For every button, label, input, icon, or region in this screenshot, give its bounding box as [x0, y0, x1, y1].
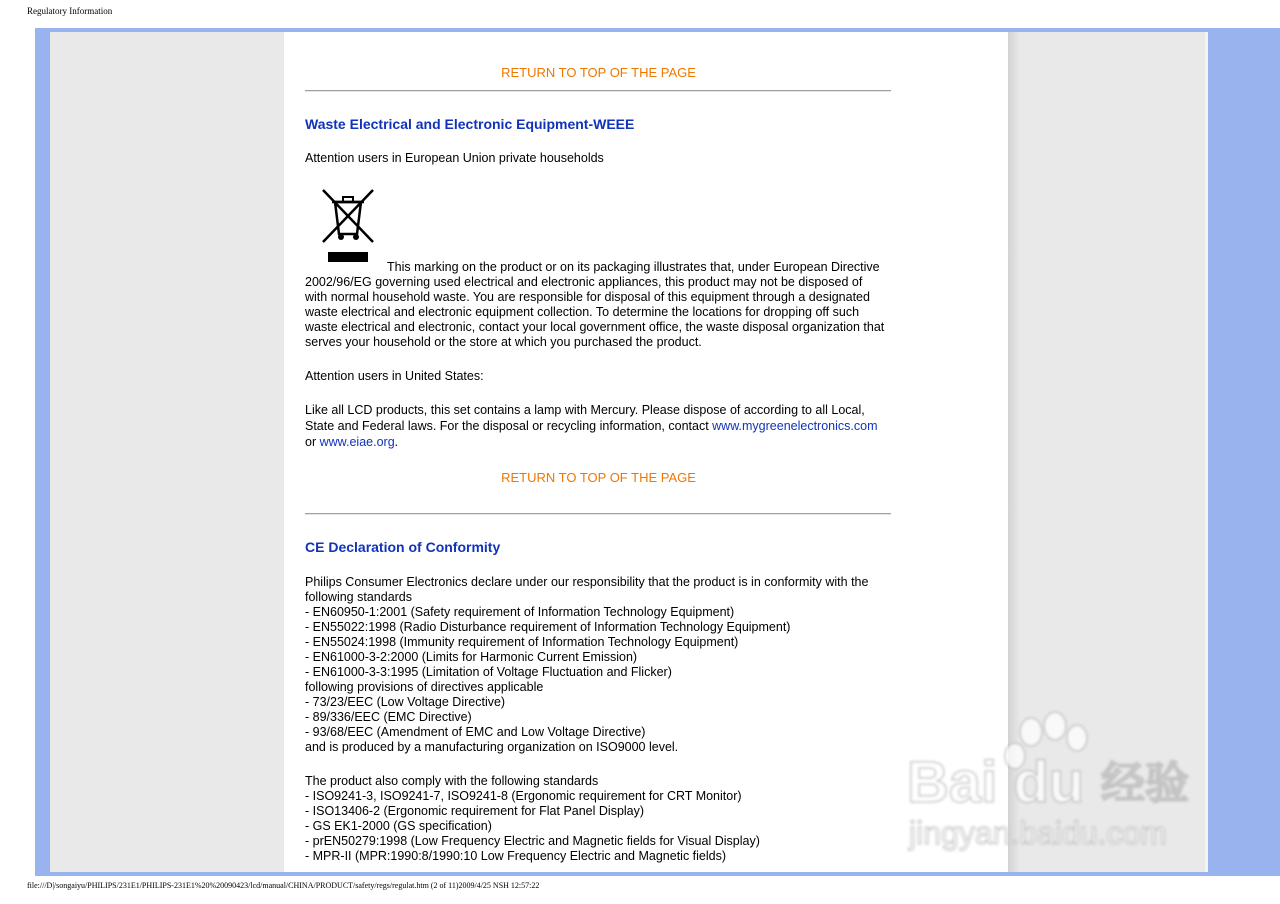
- marking-line: This marking on the product or on its packaging illustrates that, under European Directive: [387, 260, 880, 274]
- eiae-link[interactable]: www.eiae.org: [319, 435, 395, 449]
- standard-item: - EN55024:1998 (Immunity requirement of Information Technology Equipment): [305, 635, 739, 649]
- ce-heading: CE Declaration of Conformity: [305, 539, 501, 555]
- marking-line: waste electrical and electronic equipment collection. To determine the locations for dropping off such: [305, 305, 860, 319]
- also-comply-paragraph: [305, 774, 892, 864]
- baidu-jingyan-watermark: [905, 710, 1205, 860]
- section-divider: [305, 513, 891, 515]
- marking-line: 2002/96/EG governing used electrical and electronic appliances, this product may not be disposed of: [305, 275, 863, 289]
- also-standard-item: - GS EK1-2000 (GS specification): [305, 819, 492, 833]
- standard-item: - EN61000-3-3:1995 (Limitation of Voltage Fluctuation and Flicker): [305, 665, 672, 679]
- period-text: .: [394, 435, 399, 449]
- also-standard-item: - prEN50279:1998 (Low Frequency Electric and Magnetic fields for Visual Display): [305, 834, 760, 848]
- crossed-out-bin-icon: [319, 188, 377, 264]
- watermark-brand: Bai du: [907, 750, 1085, 815]
- directive-item: - 93/68/EEC (Amendment of EMC and Low Voltage Directive): [305, 725, 646, 739]
- return-to-top-link[interactable]: RETURN TO TOP OF THE PAGE: [501, 470, 696, 485]
- also-standard-item: - MPR-II (MPR:1990:8/1990:10 Low Frequency Electric and Magnetic fields): [305, 849, 727, 863]
- standard-item: - EN60950-1:2001 (Safety requirement of Information Technology Equipment): [305, 605, 735, 619]
- or-text: or: [305, 435, 317, 449]
- us-attention-text: Attention users in United States:: [305, 369, 484, 383]
- document-page: [284, 32, 1008, 872]
- us-disposal-text: State and Federal laws. For the disposal or recycling information, contact: [305, 418, 709, 433]
- provisions-label: following provisions of directives applicable: [305, 680, 544, 694]
- us-disposal-line: [305, 419, 892, 435]
- marking-line: with normal household waste. You are responsible for disposal of this equipment through a designated: [305, 290, 870, 304]
- panel-edge: [1205, 32, 1208, 872]
- us-disposal-line: [305, 435, 892, 451]
- ce-intro-line: Philips Consumer Electronics declare under our responsibility that the product is in conformity with the: [305, 575, 869, 589]
- weee-marking-paragraph: [305, 260, 892, 350]
- section-divider: [305, 90, 891, 92]
- us-disposal-paragraph: [305, 403, 892, 451]
- iso-level-line: and is produced by a manufacturing organization on ISO9000 level.: [305, 740, 679, 754]
- marking-line: waste electrical and electronic, contact your local government office, the waste disposal organization that: [305, 320, 885, 334]
- standard-item: - EN55022:1998 (Radio Disturbance requirement of Information Technology Equipment): [305, 620, 791, 634]
- ce-intro-line: following standards: [305, 590, 413, 604]
- also-standard-item: - ISO13406-2 (Ergonomic requirement for Flat Panel Display): [305, 804, 645, 818]
- also-comply-label: The product also comply with the following standards: [305, 774, 599, 788]
- standard-item: - EN61000-3-2:2000 (Limits for Harmonic Current Emission): [305, 650, 638, 664]
- watermark-cn: 经验: [1101, 758, 1189, 809]
- return-to-top-link[interactable]: RETURN TO TOP OF THE PAGE: [501, 65, 696, 80]
- watermark-url: jingyan.baidu.com: [909, 815, 1167, 851]
- weee-heading: Waste Electrical and Electronic Equipment-WEEE: [305, 116, 635, 132]
- ce-declaration-paragraph: [305, 575, 892, 755]
- also-standard-item: - ISO9241-3, ISO9241-7, ISO9241-8 (Ergonomic requirement for CRT Monitor): [305, 789, 742, 803]
- marking-line: serves your household or the store at which you purchased the product.: [305, 335, 702, 349]
- print-header-title: Regulatory Information: [27, 6, 113, 16]
- directive-item: - 89/336/EEC (EMC Directive): [305, 710, 472, 724]
- print-footer-path: file:///D|/songaiyu/PHILIPS/231E1/PHILIPS-231E1%20%20090423/lcd/manual/CHINA/PRODUCT/safety/regs/regulat.htm (2 of 11)2009/4/25 NSH 12:57:22: [27, 881, 540, 890]
- eu-attention-text: Attention users in European Union private households: [305, 151, 604, 165]
- mygreenelectronics-link[interactable]: www.mygreenelectronics.com: [712, 418, 878, 433]
- directive-item: - 73/23/EEC (Low Voltage Directive): [305, 695, 506, 709]
- us-disposal-line: Like all LCD products, this set contains a lamp with Mercury. Please dispose of according to all Local,: [305, 403, 865, 417]
